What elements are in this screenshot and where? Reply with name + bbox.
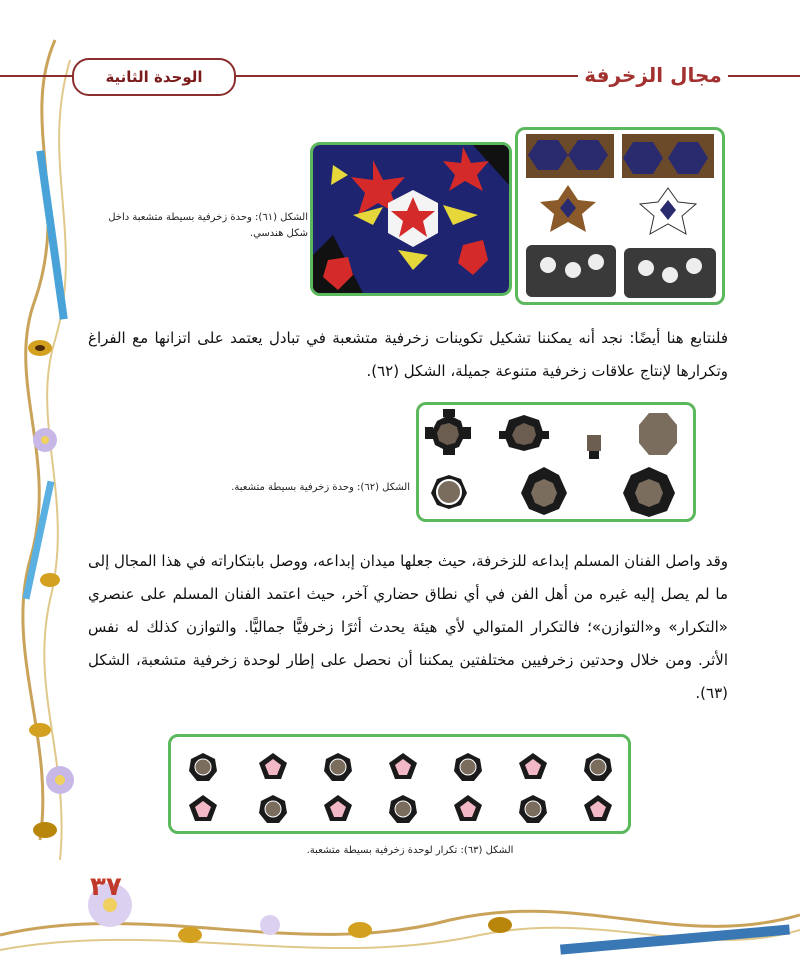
- paragraph-1: فلنتابع هنا أيضًا: نجد أنه يمكننا تشكيل تكوينات زخرفية متشعبة في تبادل يعتمد على اتزانها مع الفراغ وتكرارها لإنتاج علاقات زخرفية متنوعة جميلة، الشكل (٦٢).: [88, 329, 728, 380]
- butterfly-icon: [40, 573, 60, 587]
- page-number: ٣٧: [90, 872, 122, 902]
- figure-62-ornaments: [416, 402, 696, 522]
- flower-icon: [33, 428, 57, 452]
- figure-61-caption: الشكل (٦١): وحدة زخرفية بسيطة متشعبة داخل شكل هندسي.: [108, 212, 308, 239]
- flower-icon: [46, 766, 74, 794]
- figure-61-pattern-collage: [515, 127, 725, 305]
- paragraph-2: وقد واصل الفنان المسلم إبداعه للزخرفة، حيث جعلها ميدان إبداعه، ووصل بابتكاراته في هذا المجال إلى ما لم يصل إليه غيره من أهل الفن في أي نطاق حضاري آخر، حيث اعتمد الفنان المسلم على عنصري «التكرار» و«التوازن»؛ فالتكرار المتوالي لأي هيئة يحدث أثرًا زخرفيًّا جماليًّا. والتوازن كذلك له نفس الأثر. ومن خلال وحدتين زخرفيين مختلفتين يمكننا أن نحصل على إطار لوحدة زخرفية متشعبة، الشكل (٦٣).: [88, 552, 728, 702]
- figure-63-repeat-pattern: [168, 734, 631, 834]
- figure-62-caption: الشكل (٦٢): وحدة زخرفية بسيطة متشعبة.: [231, 482, 410, 493]
- unit-title: الوحدة الثانية: [72, 58, 236, 96]
- butterfly-icon: [28, 340, 52, 356]
- domain-title: مجال الزخرفة: [578, 60, 728, 90]
- figure-63-caption: الشكل (٦٣): تكرار لوحدة زخرفية بسيطة متشعبة.: [306, 845, 514, 856]
- decorative-left-border: [0, 0, 100, 977]
- figure-61-star-photo: [310, 142, 512, 296]
